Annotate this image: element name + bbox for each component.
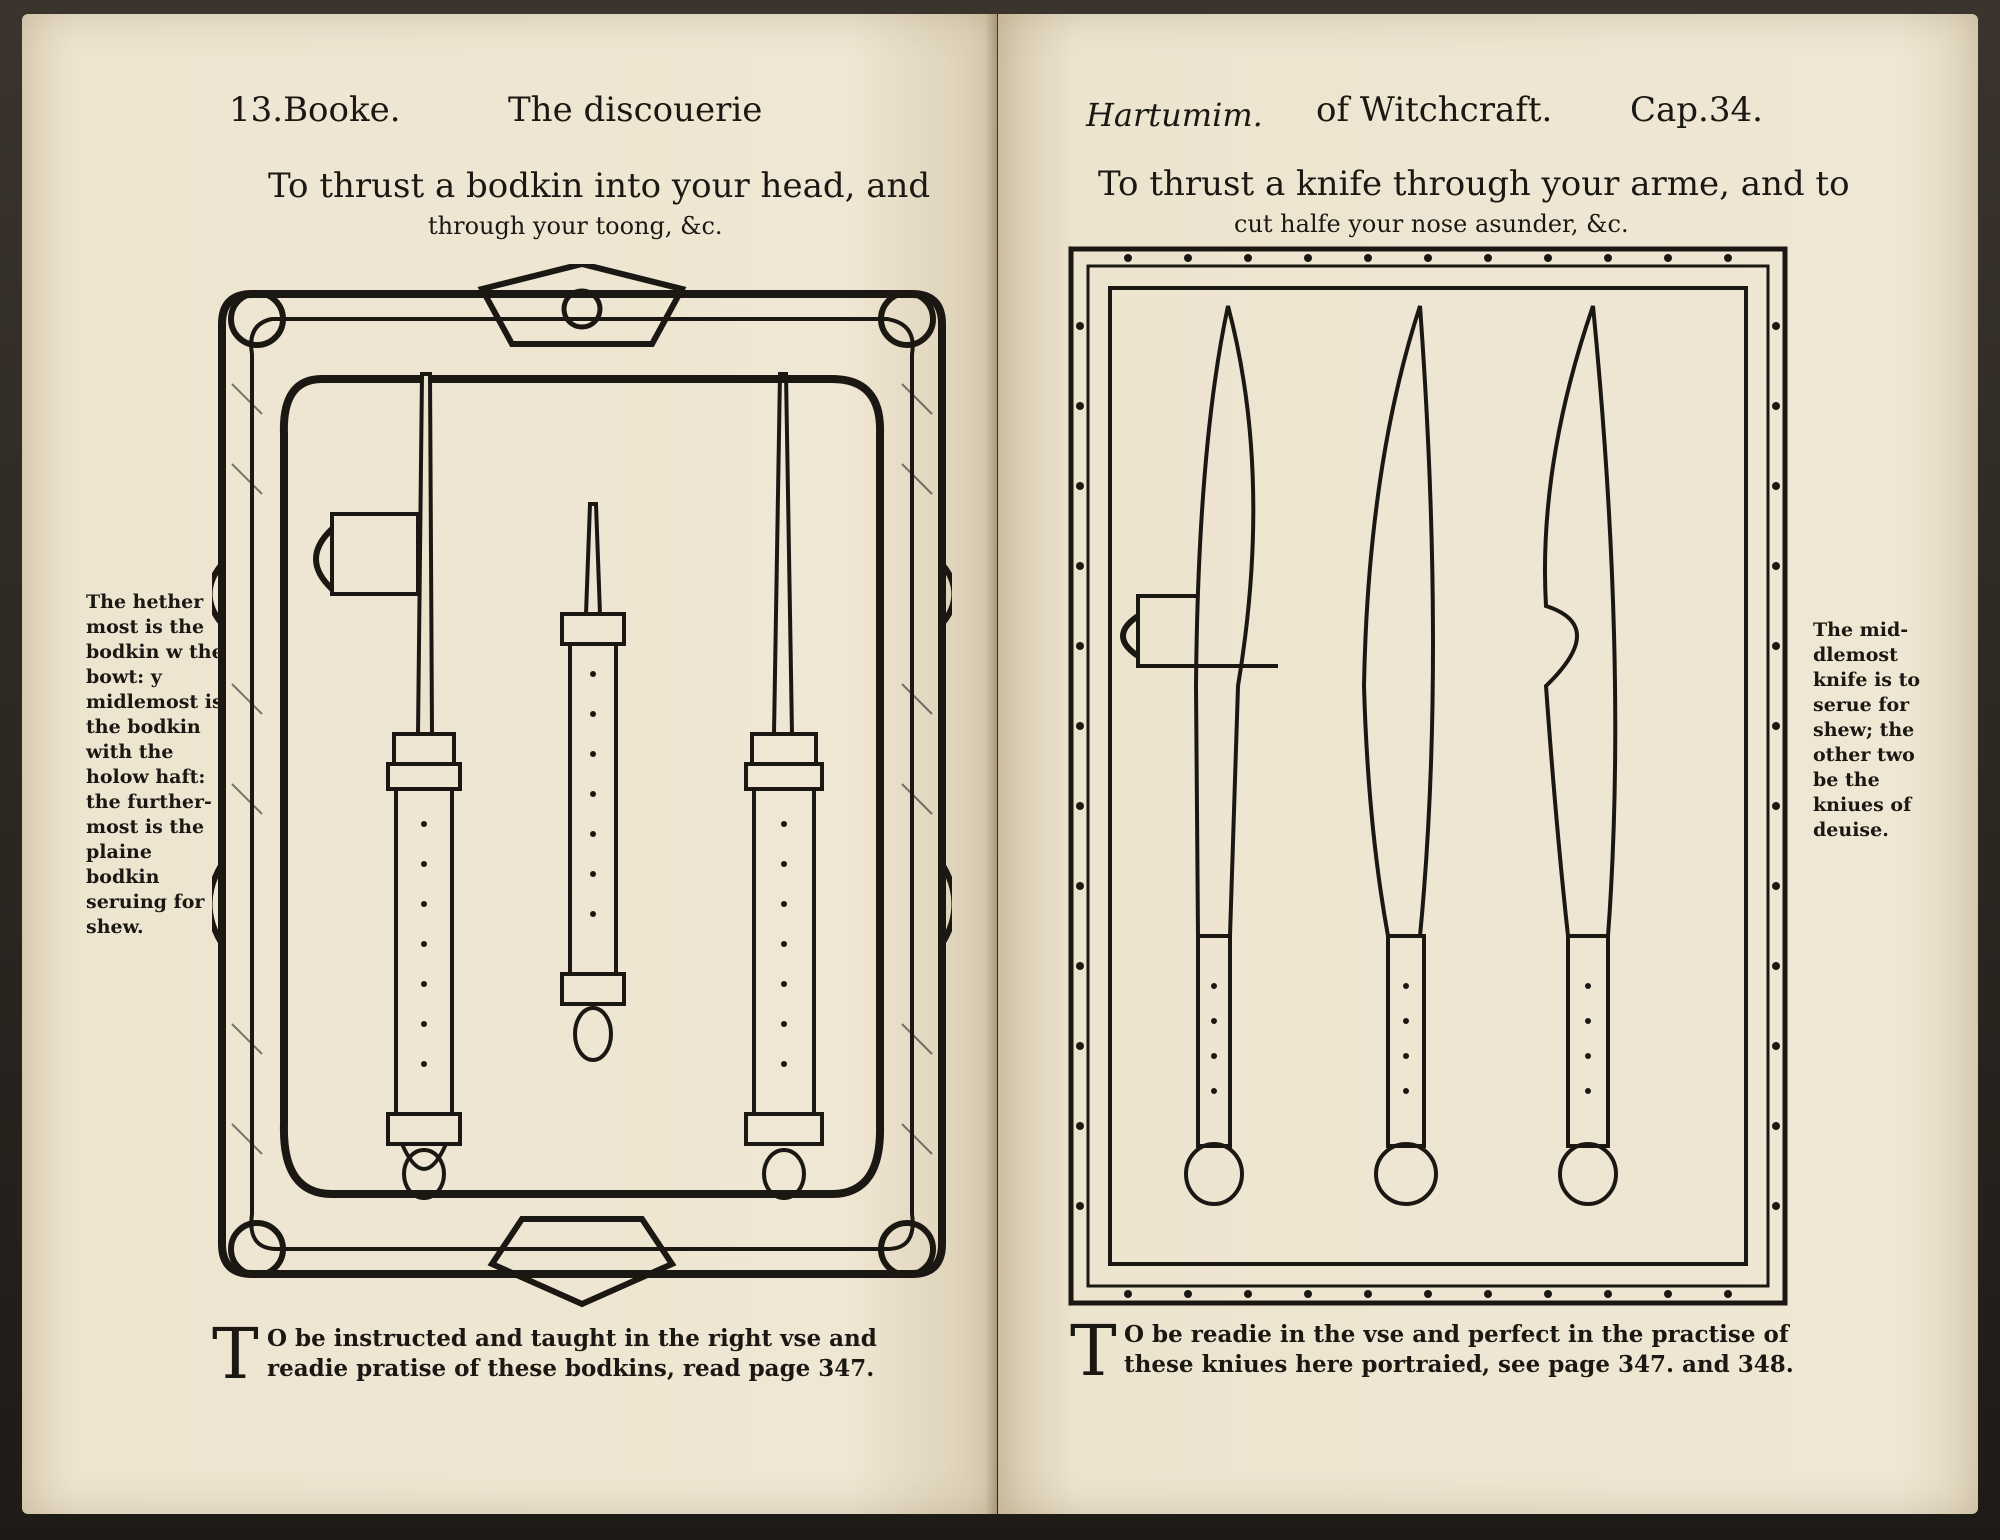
right-header-chapter: Cap.34.: [1630, 90, 1763, 130]
knife-illustration: [1068, 246, 1788, 1306]
left-margin-note: The hether most is the bodkin w the bowt: y midlemost is the bodkin with the holow haft: the furthermost is the plaine bodkin seruing for shew.: [86, 591, 224, 938]
left-header-booke: 13.Booke.: [229, 90, 401, 130]
left-page-subtitle: through your toong, &c.: [428, 212, 723, 240]
bodkin-illustration: [212, 264, 952, 1309]
right-page: [998, 14, 1978, 1514]
right-page-subtitle: cut halfe your nose asunder, &c.: [1234, 210, 1629, 238]
right-header-title: of Witchcraft.: [1316, 90, 1553, 130]
right-margin-note: The middlemost knife is to serue for shew; the other two be the kniues of deuise.: [1813, 619, 1921, 841]
right-caption: O be readie in the vse and perfect in the practise of these kniues here portraied, see page 347. and 348.: [1124, 1321, 1794, 1378]
left-caption: O be instructed and taught in the right vse and readie pratise of these bodkins, read page 347.: [267, 1325, 877, 1382]
right-header-hartumim: Hartumim.: [1086, 96, 1263, 134]
left-caption-initial: T: [212, 1313, 259, 1395]
left-page-title: To thrust a bodkin into your head, and: [268, 166, 931, 206]
left-page: [22, 14, 997, 1514]
left-header-title: The discouerie: [508, 90, 763, 130]
right-caption-initial: T: [1070, 1310, 1117, 1392]
right-page-title: To thrust a knife through your arme, and to: [1098, 164, 1850, 204]
